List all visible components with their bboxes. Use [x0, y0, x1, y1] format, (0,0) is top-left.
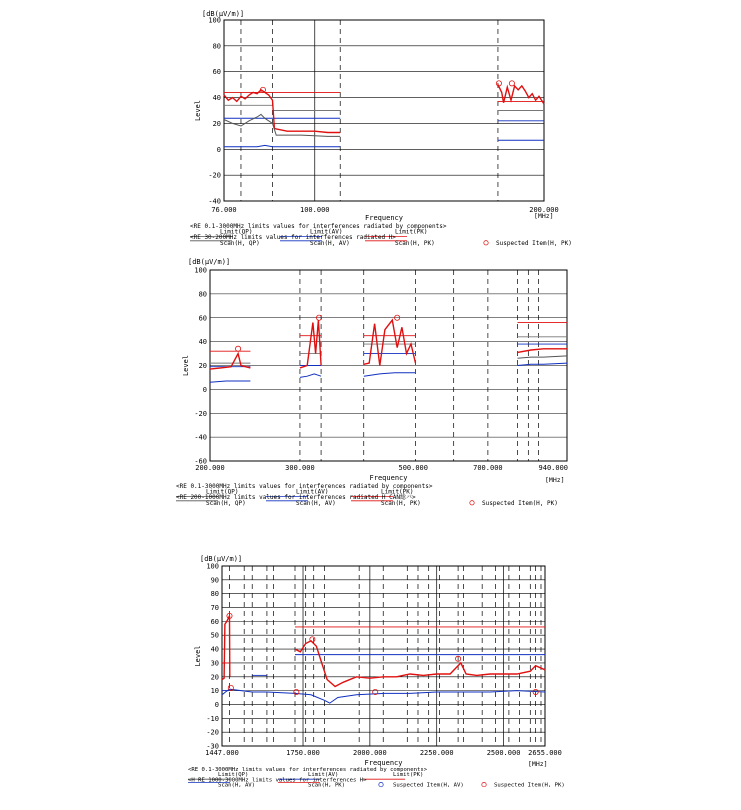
legend-entry: Limit(QP) — [220, 228, 253, 236]
y-tick-label: 60 — [210, 617, 219, 626]
legend-entry: Limit(QP) — [218, 772, 249, 779]
legend-entry: Suspected Item(H, PK) — [482, 499, 558, 507]
y-tick-label: 40 — [210, 645, 219, 654]
legend — [176, 483, 558, 507]
y-tick-label: -20 — [194, 409, 207, 418]
legend-entry: Scan(H, PK) — [308, 782, 346, 789]
y-tick-label: 10 — [210, 687, 219, 696]
y-unit-label: [dB(μV/m)] — [202, 10, 245, 18]
y-axis-label: Level — [194, 99, 202, 122]
legend-group-title: <H RE 1000-3000MHz limits values for interferences H> — [188, 777, 367, 784]
x-tick-label: 1447.000 — [205, 749, 239, 757]
y-tick-label: 80 — [212, 42, 221, 51]
y-tick-label: 20 — [198, 362, 207, 370]
legend-group-title: <RE 0.1-3000MHz limits values for interferences radiated by components> — [190, 223, 447, 230]
y-tick-label: 90 — [210, 576, 219, 585]
y-tick-label: 0 — [216, 145, 221, 154]
x-unit-label: [MHz] — [528, 760, 548, 768]
legend-entry: Suspected Item(H, PK) — [496, 239, 572, 247]
x-tick-label: 200.000 — [195, 464, 225, 472]
legend-marker — [484, 241, 488, 245]
legend-group-title: <RE 0.1-3000MHz limits values for interferences radiated by components> — [176, 483, 433, 490]
y-tick-label: 100 — [206, 562, 219, 571]
x-tick-label: 700.000 — [473, 464, 503, 472]
x-tick-label: 2500.000 — [486, 749, 521, 757]
legend-entry: Scan(H, AV) — [218, 782, 256, 789]
legend-entry: Limit(AV) — [308, 772, 339, 779]
y-axis-label: Level — [194, 645, 202, 667]
x-tick-label: 100.000 — [300, 206, 330, 214]
y-tick-label: 80 — [210, 590, 219, 599]
legend-entry: Limit(PK) — [393, 772, 424, 779]
legend-entry: Limit(PK) — [395, 228, 428, 236]
legend-entry: Scan(H, PK) — [395, 239, 435, 247]
legend-group-title: <RE 0.1-3000MHz limits values for interferences radiated by components> — [188, 767, 428, 773]
y-tick-label: -20 — [206, 728, 219, 737]
x-tick-label: 2250.000 — [419, 749, 454, 757]
plot-frame — [224, 20, 544, 201]
legend-entry: Limit(QP) — [206, 488, 239, 496]
y-tick-label: 0 — [214, 700, 219, 709]
y-tick-label: 100 — [208, 16, 221, 25]
legend-entry: Suspected Item(H, PK) — [494, 782, 565, 789]
legend-entry: Scan(H, PK) — [381, 499, 421, 507]
legend-entry: Scan(H, QP) — [206, 499, 246, 507]
y-tick-label: 30 — [210, 659, 219, 668]
y-tick-label: 100 — [194, 266, 207, 275]
y-tick-label: 80 — [198, 290, 207, 299]
legend-entry: Limit(AV) — [296, 488, 329, 496]
y-tick-label: 50 — [210, 631, 219, 640]
x-axis-label: Frequency — [364, 759, 403, 767]
y-tick-label: -30 — [206, 742, 219, 751]
x-unit-label: [MHz] — [534, 212, 554, 220]
y-tick-label: -60 — [194, 457, 207, 466]
y-unit-label: [dB(μV/m)] — [200, 555, 243, 563]
chart-1-30-200mhz — [190, 10, 572, 247]
y-tick-label: -40 — [208, 197, 221, 206]
chart-3-1447-2655mhz — [188, 555, 565, 789]
y-tick-label: 0 — [202, 385, 207, 394]
x-tick-label: 500.000 — [398, 464, 429, 472]
legend-entry: Scan(H, AV) — [296, 499, 336, 507]
legend — [188, 767, 565, 789]
x-tick-label: 300.000 — [285, 464, 315, 472]
legend-entry: Scan(H, AV) — [310, 239, 350, 247]
y-tick-label: 60 — [212, 68, 221, 77]
chart-2-200-1000mhz — [176, 258, 568, 507]
x-tick-label: 2000.000 — [353, 749, 387, 757]
legend — [190, 223, 572, 247]
y-tick-label: 60 — [198, 314, 207, 323]
legend-entry: Scan(H, QP) — [220, 239, 260, 247]
x-tick-label: 2655.000 — [528, 749, 562, 757]
x-axis-label: Frequency — [369, 474, 408, 482]
y-tick-label: 40 — [212, 94, 221, 103]
y-tick-label: -40 — [194, 433, 207, 442]
x-tick-label: 940.000 — [538, 464, 569, 472]
legend-entry: Limit(AV) — [310, 228, 343, 236]
legend-entry: Suspected Item(H, AV) — [393, 782, 464, 789]
legend-marker — [379, 782, 383, 786]
y-tick-label: -10 — [206, 714, 219, 723]
legend-group-title: <RE 200-1000MHz limits values for interferences radiated H CAN総バ> — [176, 494, 416, 502]
y-tick-label: 40 — [198, 338, 207, 347]
y-axis-label: Level — [182, 354, 190, 377]
legend-group-title: <RE 30-200MHz limits values for interferences radiated H> — [190, 234, 396, 242]
legend-entry: Limit(PK) — [381, 488, 414, 496]
x-tick-label: 1750.000 — [286, 749, 320, 757]
y-tick-label: 20 — [212, 119, 221, 128]
x-tick-label: 200.000 — [529, 206, 559, 214]
x-tick-label: 76.000 — [211, 206, 237, 214]
y-tick-label: 70 — [210, 604, 219, 613]
legend-marker — [470, 501, 474, 505]
y-tick-label: 20 — [210, 673, 219, 682]
legend-marker — [482, 782, 486, 786]
y-tick-label: -20 — [208, 171, 221, 180]
x-unit-label: [MHz] — [545, 476, 565, 484]
y-unit-label: [dB(μV/m)] — [188, 258, 231, 266]
x-axis-label: Frequency — [365, 214, 403, 222]
